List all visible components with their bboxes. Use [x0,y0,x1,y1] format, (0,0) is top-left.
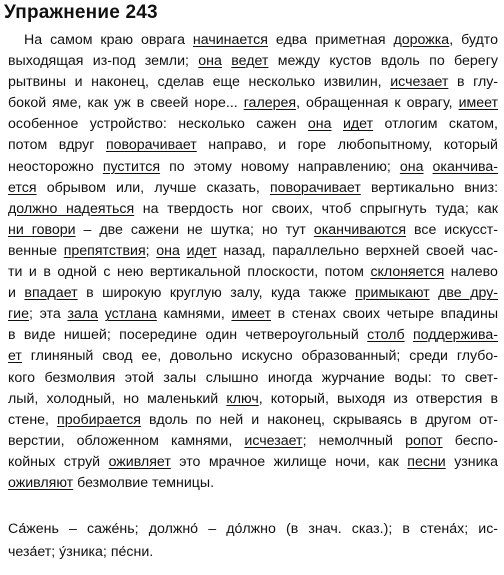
text-run: по этому новому направлению; [160,158,400,175]
underlined-word: ни говори [8,221,76,238]
text-run [222,53,231,69]
underlined-word: две дру- [438,285,499,302]
text-line [8,30,498,51]
underlined-word: примыкают [354,285,430,302]
underlined-word: ропот [405,432,443,449]
text-line [8,157,498,178]
text-line [8,346,498,367]
text-line [8,541,498,564]
underlined-word: пробирается [57,411,141,428]
exercise-title: Упражнение 243 [4,2,158,23]
underlined-word: дорожка [393,32,450,48]
text-run: обрывом или, лучше сказать, [36,179,270,196]
underlined-word: она [307,116,332,133]
exercise-text [8,30,498,494]
text-run: в широкую круглую залу, куда также [77,285,355,302]
text-run: чеза́ет; у́зника; пе́сни. [8,544,154,560]
text-run: в виде нишей; посередине один четвероугольный [8,327,368,344]
underlined-word: поворачивает [270,179,361,196]
text-line [8,283,498,304]
underlined-word: она [156,242,180,259]
text-run [180,243,187,259]
text-line [8,389,498,410]
text-line [8,410,498,431]
underlined-word: имеет [231,306,271,323]
text-run [430,285,439,301]
underlined-word: оканчиваются [313,221,407,238]
underlined-word: ведет [231,53,269,70]
underlined-word: идет [342,116,374,133]
underlined-word: галерея [243,95,297,112]
stress-note [8,518,498,564]
underlined-word: столб [367,327,405,344]
text-run: это мрачное жилище ночи, как [170,453,408,470]
text-run: направо, и горе любопытному, который [196,137,498,154]
text-line [8,431,498,452]
text-run: верстии, обложенном камнями, [8,432,245,449]
text-run: койных струй [8,453,109,470]
text-run: между кустов вдоль по берегу [268,53,498,70]
text-run: едва приметная [267,32,394,48]
text-run: на твердость ног своих, чтоб спрыгнуть туда; как [134,200,498,217]
underlined-word: она [198,53,222,70]
text-run: в глу- [448,74,499,91]
text-line [8,72,498,93]
text-run: все искусст- [406,221,499,238]
text-line [8,114,498,135]
underlined-word: начинается [192,32,268,48]
text-run [424,159,433,175]
text-line [8,51,498,72]
text-run [98,306,105,322]
text-run: камнями, [156,306,232,323]
underlined-word: она [399,158,424,175]
underlined-word: пустится [102,158,161,175]
text-run: ; эта [29,306,68,323]
text-run: в стенах своих четыре впадины [270,306,499,323]
text-run: ти и в одной с нею вертикальной плоскости, потом [8,264,371,281]
underlined-word: исчезает [244,432,303,449]
text-run: безмолвие темницы. [73,474,215,491]
text-run: ; немолчный [302,432,406,449]
text-line [8,262,498,283]
text-run: отлогим скатом, [373,116,498,133]
text-line [8,199,498,220]
text-run: налево [444,264,498,281]
text-line [8,304,498,325]
text-run: , будто [449,32,499,48]
text-run: , который, выходя из отверстия в [258,390,499,407]
text-run: , обращенная к оврагу, [296,95,459,112]
text-run: выходящая из-под земли; [8,53,199,70]
underlined-word: устлана [104,306,157,323]
underlined-word: исчезает [390,74,449,91]
text-run: лый, холодный, но маленький [8,390,227,407]
text-run: глиняный свод ее, довольно искусно образованный; среди глубо- [21,348,499,365]
text-line [8,178,498,199]
text-run: ; [145,242,157,259]
text-run: вертикально вниз: [360,179,499,196]
underlined-word: впадает [24,285,78,302]
text-run: особенное устройство: несколько сажен [8,116,308,133]
text-run: кого безмолвия этой залы слышно иногда журчание воды: то свет- [8,369,499,386]
underlined-word: оживляет [108,453,171,470]
underlined-word: должно надеяться [8,200,135,217]
text-run: беспо- [442,432,498,449]
text-line [8,93,498,114]
text-run: неосторожно [8,158,103,175]
text-line [8,241,498,262]
underlined-word: оканчива- [432,158,498,175]
underlined-word: гие [8,306,29,323]
underlined-word: идет [186,242,217,259]
text-line [8,135,498,156]
text-run [332,116,343,132]
underlined-word: ет [8,348,22,365]
underlined-word: склоняется [370,264,445,281]
text-run: назад, параллельно верхней своей час- [216,242,499,259]
text-line [8,220,498,241]
text-run: и [8,285,25,302]
text-line [8,473,498,494]
text-run: – две сажени не шутка; но тут [75,221,314,238]
text-run: бокой яме, как уж в свеей норе... [8,95,244,112]
text-run: потом вдруг [8,137,106,154]
text-run: рытвины и наконец, сделав еще несколько извилин, [8,74,391,91]
underlined-word: песни [407,453,446,470]
underlined-word: оживляют [8,474,74,491]
text-run: венные [8,242,64,259]
text-run [405,327,413,343]
text-run: вдоль по ней и наконец, скрываясь в другом от- [140,411,498,428]
text-line [8,368,498,389]
underlined-word: зала [67,306,99,323]
underlined-word: имеет [458,95,499,112]
underlined-word: поддержива- [412,327,498,344]
underlined-word: ется [8,179,37,196]
text-run: На самом краю оврага [24,32,193,48]
underlined-word: ключ [226,390,259,407]
text-run: Са́жень – саже́нь; должно́ – до́лжно (в знач. сказ.); в стена́х; ис- [8,521,499,537]
underlined-word: препятствия [63,242,146,259]
text-run: стене, [8,411,58,428]
text-line [8,325,498,346]
text-run: узника [445,453,498,470]
text-line [8,518,498,541]
underlined-word: поворачивает [105,137,197,154]
text-line [8,452,498,473]
